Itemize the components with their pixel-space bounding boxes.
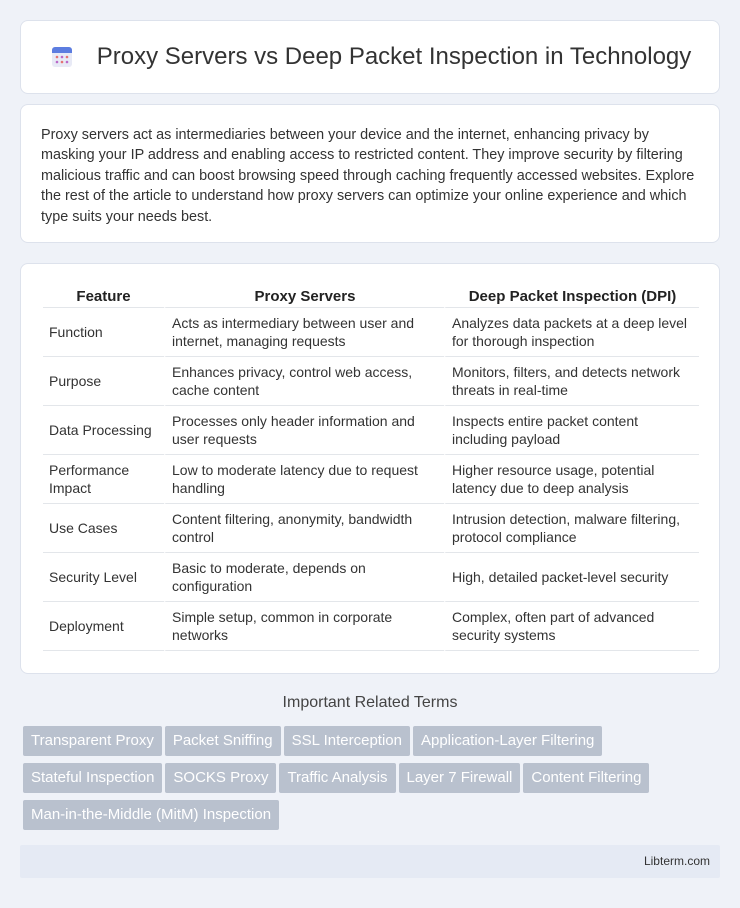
related-terms-title: Important Related Terms [282,694,458,711]
proxy-cell: Content filtering, anonymity, bandwidth control [164,504,444,553]
tag-traffic-analysis[interactable]: Traffic Analysis [279,763,395,793]
footer [20,845,720,878]
proxy-cell: Simple setup, common in corporate networks [164,602,444,651]
header-proxy-servers: Proxy Servers [164,286,444,308]
table-row [43,406,699,455]
page-title: Proxy Servers vs Deep Packet Inspection in Technology [96,43,692,70]
comparison-table [43,286,699,651]
tag-layer-7-firewall[interactable]: Layer 7 Firewall [399,763,521,793]
related-terms-list [23,726,723,837]
header-dpi: Deep Packet Inspection (DPI) [444,286,699,308]
intro-card [20,104,720,243]
tag-socks-proxy[interactable]: SOCKS Proxy [165,763,276,793]
dpi-cell: Monitors, filters, and detects network threats in real-time [444,357,699,406]
dpi-cell: High, detailed packet-level security [444,553,699,602]
feature-cell: Use Cases [43,504,164,553]
header-card [20,20,720,94]
feature-cell: Function [43,308,164,357]
table-row [43,455,699,504]
feature-cell: Purpose [43,357,164,406]
tag-packet-sniffing[interactable]: Packet Sniffing [165,726,281,756]
tag-application-layer-filtering[interactable]: Application-Layer Filtering [413,726,602,756]
dpi-cell: Intrusion detection, malware filtering, protocol compliance [444,504,699,553]
tag-ssl-interception[interactable]: SSL Interception [284,726,410,756]
table-row [43,553,699,602]
comparison-table-card [20,263,720,674]
header-feature: Feature [43,286,164,308]
proxy-cell: Processes only header information and user requests [164,406,444,455]
feature-cell: Performance Impact [43,455,164,504]
tag-content-filtering[interactable]: Content Filtering [523,763,649,793]
table-row [43,602,699,651]
footer-site-link[interactable]: Libterm.com [643,854,710,868]
proxy-cell: Acts as intermediary between user and internet, managing requests [164,308,444,357]
dpi-cell: Complex, often part of advanced security systems [444,602,699,651]
proxy-cell: Basic to moderate, depends on configuration [164,553,444,602]
table-row [43,504,699,553]
feature-cell: Deployment [43,602,164,651]
table-row [43,357,699,406]
intro-paragraph: Proxy servers act as intermediaries between your device and the internet, enhancing privacy by masking your IP address and enabling access to restricted content. They improve security by filtering malicious traffic and can boost browsing speed through caching frequently accessed websites. Explore the rest of the article to understand how proxy servers can optimize your online experience and which type suits your needs best. [41,127,695,225]
dpi-cell: Higher resource usage, potential latency due to deep analysis [444,455,699,504]
table-row [43,308,699,357]
tag-stateful-inspection[interactable]: Stateful Inspection [23,763,162,793]
tag-transparent-proxy[interactable]: Transparent Proxy [23,726,162,756]
feature-cell: Data Processing [43,406,164,455]
dpi-cell: Analyzes data packets at a deep level for thorough inspection [444,308,699,357]
proxy-cell: Enhances privacy, control web access, cache content [164,357,444,406]
tag-mitm-inspection[interactable]: Man-in-the-Middle (MitM) Inspection [23,800,279,830]
table-header-row [43,286,699,308]
calendar-grid-icon [49,44,75,70]
feature-cell: Security Level [43,553,164,602]
dpi-cell: Inspects entire packet content including payload [444,406,699,455]
proxy-cell: Low to moderate latency due to request handling [164,455,444,504]
